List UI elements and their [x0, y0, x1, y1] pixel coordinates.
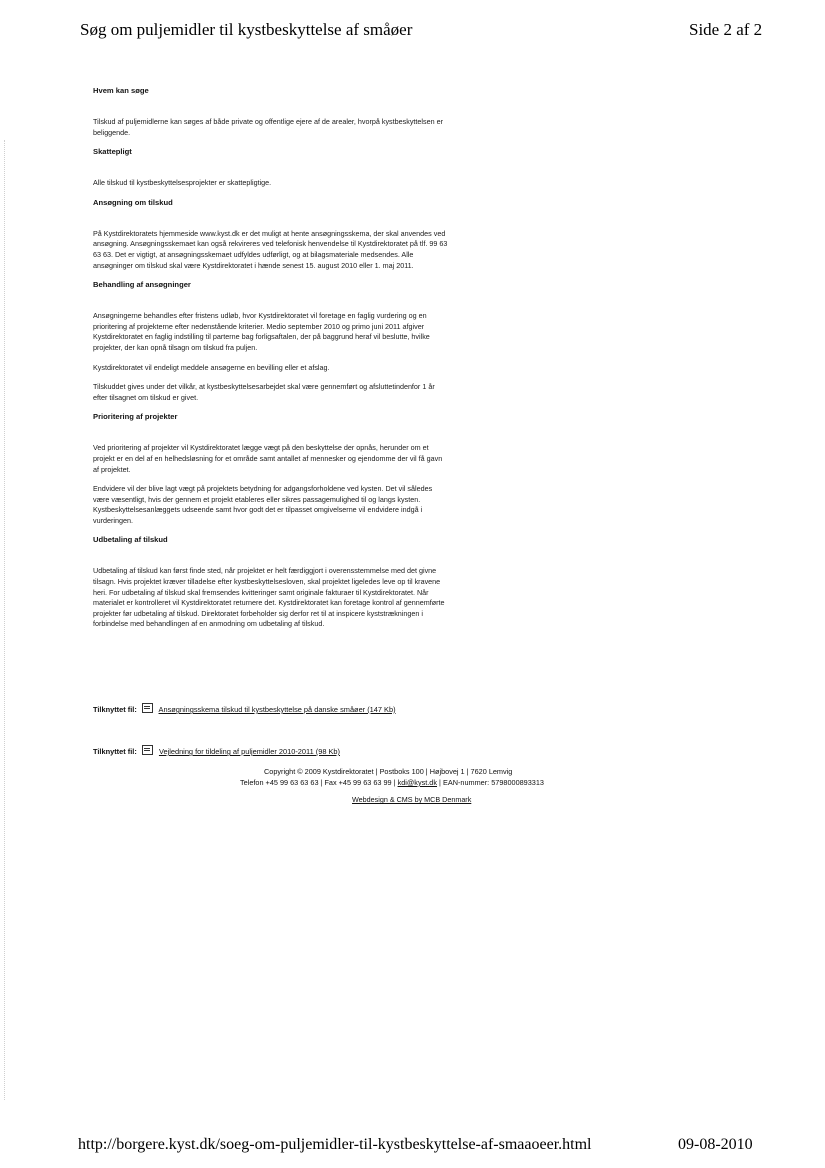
attachment-row [93, 703, 448, 715]
footer-copyright: Copyright © 2009 Kystdirektoratet | Postboks 100 | Højbovej 1 | 7620 Lemvig [264, 767, 513, 776]
section-paragraph: Kystdirektoratet vil endeligt meddele ansøgerne en bevilling eller et afslag. [93, 362, 330, 372]
section-paragraph: Tilskuddet gives under det vilkår, at kystbeskyttelsesarbejdet skal være gennemført og afsluttetindenfor 1 år efter tilsagnet om tilskud er givet. [93, 382, 435, 402]
attachment-link-application-form[interactable]: Ansøgningsskema tilskud til kystbeskyttelse på danske småøer (147 Kb) [158, 705, 396, 714]
section-tax [93, 147, 448, 189]
attachment-link-guidance[interactable]: Vejledning for tildeling af puljemidler 2010-2011 (98 Kb) [158, 747, 340, 756]
section-paragraph: Endvidere vil der blive lagt vægt på projektets betydning for adgangsforholdene ved kysten. Det vil således være væsentligt, hvis der gennem et projekt etableres eller sikres passagemulighed til og langs kysten. Kystbeskyttelsesanlæggets udseende samt hvor godt det er tilpasset omgivelserne vil endvidere indgå i vurderingen. [93, 484, 433, 525]
section-heading: Prioritering af projekter [93, 412, 178, 422]
section-heading: Skattepligt [93, 147, 132, 157]
scan-margin-line [4, 140, 5, 1100]
section-who-can-apply [93, 86, 448, 138]
section-payment [93, 535, 448, 630]
document-icon [142, 703, 153, 713]
section-paragraph: Ansøgningerne behandles efter fristens udløb, hvor Kystdirektoratet vil foretage en faglig vurdering og en prioritering af projekterne efter nedenstående kriterier. Medio september 2010 og primo juni 2011 afgiver Kystdirektoratet en faglig indstilling til parterne bag forligsaftalen, der på baggrund heraf vil beslutte, hvilke projekter, der kan opnå tilsagn om tilskud fra puljen. [93, 311, 430, 352]
section-paragraph: På Kystdirektoratets hjemmeside www.kyst.dk er det muligt at hente ansøgningsskema, der skal anvendes ved ansøgning. Ansøgningsskemaet kan også rekvireres ved telefonisk henvendelse til Kystdirektoratet på tlf. 99 63 63 63. Det er vigtigt, at ansøgningsskemaet udfyldes udførligt, og at bilagsmateriale medsendes. Alle ansøgninger om tilskud skal være Kystdirektoratet i hænde senest 15. august 2010 eller 1. maj 2011. [93, 228, 448, 270]
document-icon [142, 745, 153, 755]
footer-email-link[interactable]: kdi@kyst.dk [397, 778, 438, 787]
section-paragraph: Udbetaling af tilskud kan først finde sted, når projektet er helt færdiggjort i overensstemmelse med det givne tilsagn. Hvis projektet kræver tilladelse efter kystbeskyttelsesloven, skal projektet ligeledes leve op til kravene heri. For udbetaling af tilskud skal fremsendes kvitteringer samt originale fakturaer til Kystdirektoratet. Når materialet er kontrolleret vil Kystdirektoratet returnere det. Kystdirektoratet kan foretage kontrol af gennemførte projekter før udbetaling af tilskud. Direktoratet forbeholder sig derfor ret til at inspicere kyststrækningen i forbindelse med behandlingen af en anmodning om udbetaling af tilskud. [93, 566, 445, 629]
section-paragraph: Tilskud af puljemidlerne kan søges af både private og offentlige ejere af de arealer, hvorpå kystbeskyttelsen er beliggende. [93, 117, 443, 137]
attachment-label: Tilknyttet fil: [93, 747, 137, 756]
section-heading: Behandling af ansøgninger [93, 280, 191, 290]
print-footer-date: 09-08-2010 [678, 1136, 753, 1153]
section-paragraph: Alle tilskud til kystbeskyttelsesprojekter er skattepligtige. [93, 178, 272, 188]
section-heading: Hvem kan søge [93, 86, 149, 95]
attachment-label: Tilknyttet fil: [93, 705, 137, 714]
section-paragraph: Ved prioritering af projekter vil Kystdirektoratet lægge vægt på den beskyttelse der opnås, herunder om et projekt er en del af en helhedsløsning for et område samt antallet af mennesker og ejendomme der vil få gavn af projektet. [93, 443, 443, 474]
section-application [93, 198, 448, 271]
section-processing [93, 280, 448, 403]
footer-contact-phone-fax: Telefon +45 99 63 63 63 | Fax +45 99 63 63 99 | [240, 778, 396, 787]
attachment-row [93, 745, 493, 757]
print-header-title: Søg om puljemidler til kystbeskyttelse af småøer [80, 20, 413, 39]
footer-webdesign-link[interactable]: Webdesign & CMS by MCB Denmark [352, 795, 472, 804]
footer-contact [240, 778, 544, 787]
section-prioritization [93, 412, 448, 526]
section-heading: Ansøgning om tilskud [93, 197, 173, 207]
print-header-page-number: Side 2 af 2 [689, 20, 763, 39]
article-content [93, 86, 448, 642]
footer-ean: | EAN-nummer: 5798000893313 [439, 778, 544, 787]
print-footer-url: http://borgere.kyst.dk/soeg-om-puljemidler-til-kystbeskyttelse-af-smaaoeer.html [78, 1136, 592, 1153]
section-heading: Udbetaling af tilskud [93, 535, 168, 545]
